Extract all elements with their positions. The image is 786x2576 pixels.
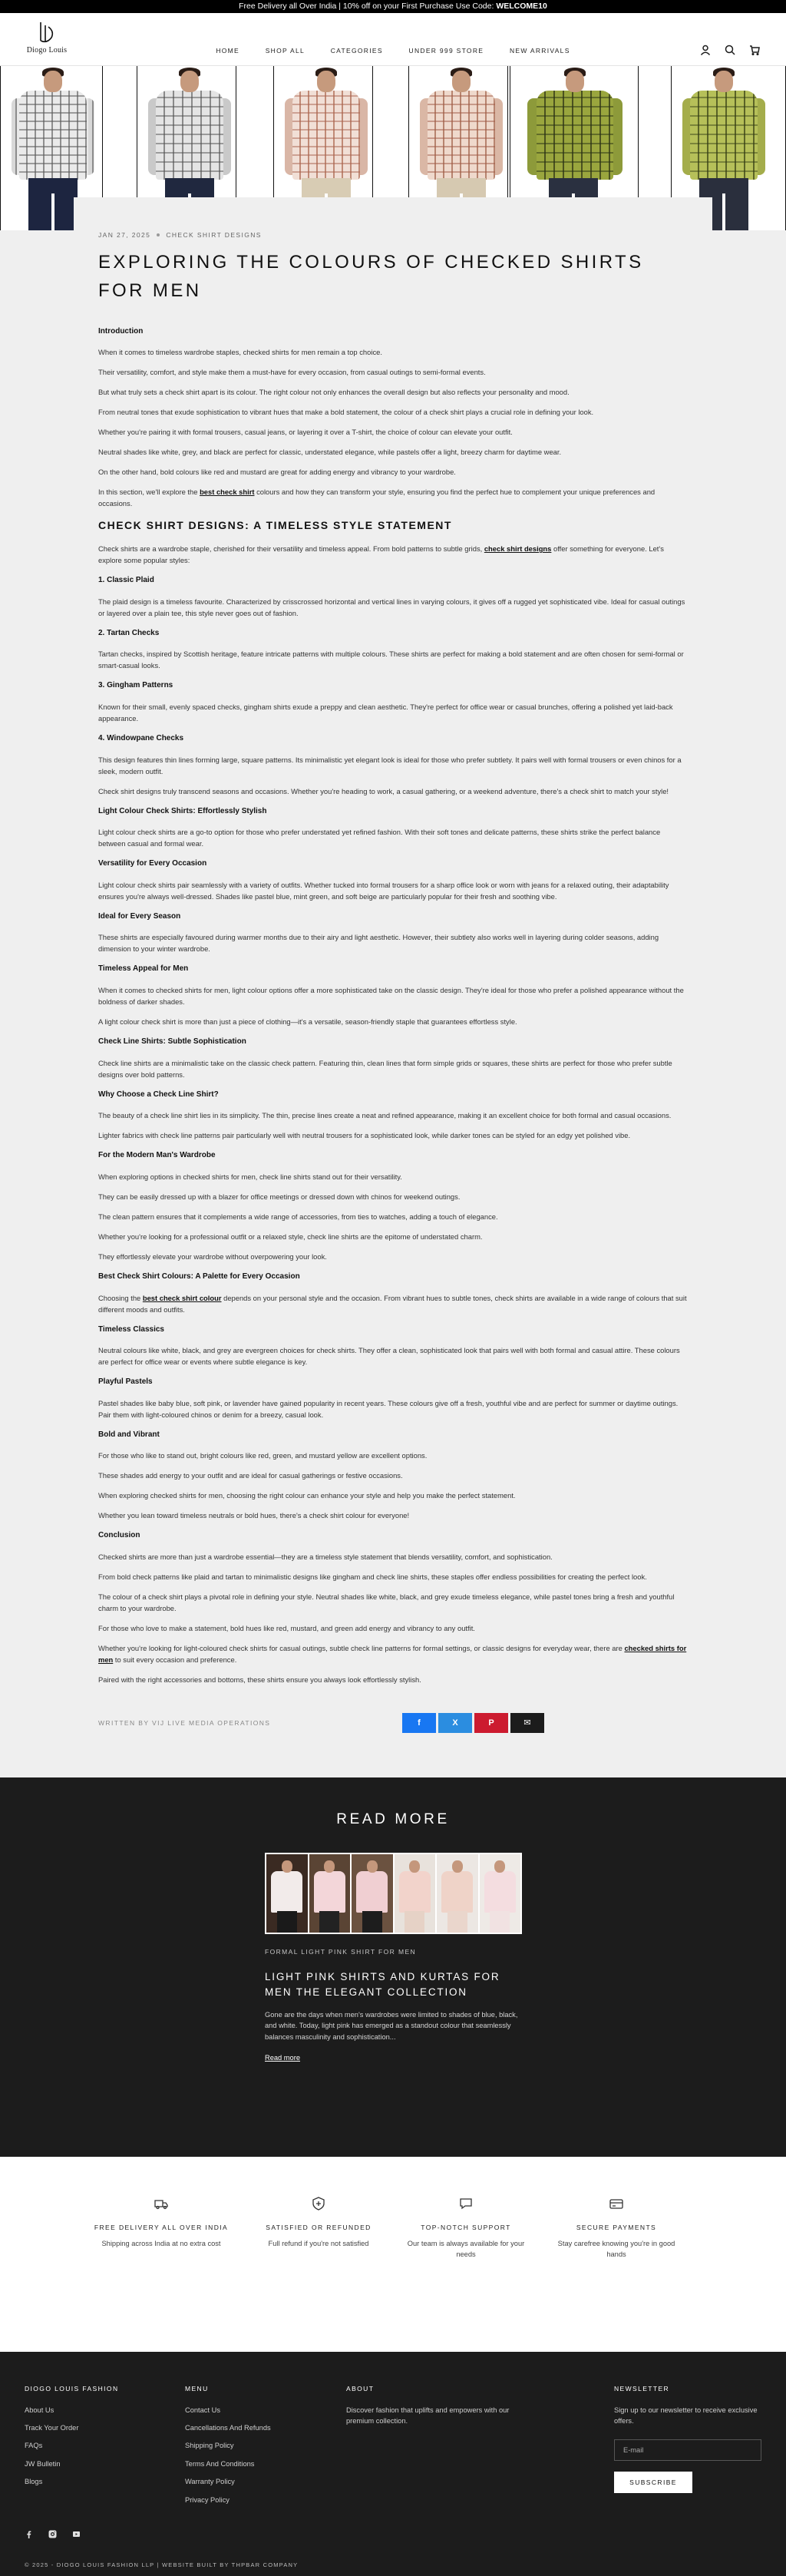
facebook-share-icon[interactable]: f [402,1713,436,1733]
read-more-excerpt: Gone are the days when men's wardrobes were limited to shades of blue, black, and white. Today, light pink has emerged as a standout colour that seamlessly balances masculinity and sophistication... [265,2011,518,2041]
heading-check-shirt-designs: CHECK SHIRT DESIGNS: A TIMELESS STYLE STATEMENT [98,519,452,532]
nav-shop-all[interactable]: SHOP ALL [265,47,305,55]
announcement-text: Free Delivery all Over India | 10% off on your First Purchase Use Code: [239,2,497,11]
nav-categories[interactable]: CATEGORIES [330,47,383,55]
paragraph: But what truly sets a check shirt apart is its colour. The right colour not only enhances the overall design but also reflects your personality and mood. [98,388,570,397]
paragraph: In this section, we'll explore the best check shirt colours and how they can transform your style, ensuring you find the perfect hue to complement your unique preferences and occasions. [98,488,656,508]
paragraph: Pastel shades like baby blue, soft pink, or lavender have gained popularity in recent years. These colours give off a fresh, youthful vibe and are perfect for summer or daytime outings. Pair them with light-coloured chinos or denim for a breezy, casual look. [98,1398,679,1419]
paragraph: Known for their small, evenly spaced checks, gingham shirts exude a preppy and clean aesthetic. They're perfect for office wear or casual brunches, offering a polished yet laid-back appearance. [98,702,673,723]
paragraph: When exploring options in checked shirts for men, check line shirts stand out for their versatility. [98,1172,402,1181]
heading-every-season: Ideal for Every Season [98,911,181,921]
footer-link-about[interactable]: About Us [25,2406,54,2414]
features-section [0,2157,786,2352]
article [74,197,712,1733]
read-more-title[interactable]: LIGHT PINK SHIRTS AND KURTAS FOR MEN THE ELEGANT COLLECTION [265,1970,500,1998]
paragraph: Light colour check shirts are a go-to option for those who prefer understated yet refined fashion. With their soft tones and delicate patterns, these shirts strike the perfect balance between casual and formal wear. [98,828,661,848]
cart-icon[interactable] [749,45,760,55]
article-body [98,326,688,1686]
footer-link-cancellations[interactable]: Cancellations And Refunds [185,2423,271,2432]
share-row [98,1713,688,1733]
paragraph: Paired with the right accessories and bottoms, these shirts ensure you always look effortlessly stylish. [98,1675,421,1685]
footer-col-newsletter: NEWSLETTER Sign up to our newsletter to receive exclusive offers. E-mail SUBSCRIBE [614,2384,761,2493]
pinterest-share-icon[interactable]: P [474,1713,508,1733]
brand-name: Diogo Louis [26,46,68,55]
heading-timeless-appeal: Timeless Appeal for Men [98,964,189,974]
feature-support: TOP-NOTCH SUPPORT Our team is always available for your needs [385,2197,547,2260]
email-share-icon[interactable]: ✉ [510,1713,544,1733]
paragraph: The colour of a check shirt plays a pivotal role in defining your style. Neutral shades like white, black, and grey exude timeless elegance, while pastel tones bring a fresh and youthful charm to your wardrobe. [98,1592,675,1613]
card-icon [609,2197,623,2211]
feature-free-delivery: FREE DELIVERY ALL OVER INDIA Shipping across India at no extra cost [81,2197,242,2250]
heading-versatility: Versatility for Every Occasion [98,859,207,868]
paragraph: Neutral shades like white, grey, and black are perfect for classic, understated elegance, while pastels offer a light, breezy charm for daytime wear. [98,448,562,457]
paragraph: These shirts are especially favoured during warmer months due to their airy and light aesthetic. However, their subtlety also works well in layering during colder seasons, adding dimension to your winter wardrobe. [98,933,659,954]
paragraph: These shades add energy to your outfit and are ideal for casual gatherings or festive occasions. [98,1471,403,1480]
paragraph: A light colour check shirt is more than just a piece of clothing—it's a versatile, season-friendly staple that guarantees effortless style. [98,1017,517,1027]
paragraph: Light colour check shirts pair seamlessly with a variety of outfits. Whether tucked into formal trousers for a sharp office look or worn with jeans for a relaxed outing, their adaptability ensures you're always well-dressed. Shades like pastel blue, mint green, and soft beige are particularly popular for their fresh and soothing vibe. [98,880,669,901]
chat-icon [459,2197,473,2211]
heading-timeless-classics: Timeless Classics [98,1324,164,1334]
paragraph: Lighter fabrics with check line patterns pair particularly well with neutral trousers for a sophisticated look, while darker tones can be styled for an edgy yet polished vibe. [98,1131,631,1140]
paragraph: Check line shirts are a minimalistic take on the classic check pattern. Featuring thin, clean lines that form simple grids or squares, these shirts are perfect for those who prefer subtle designs over bold patterns. [98,1058,672,1079]
article-date: JAN 27, 2025 [98,231,151,239]
footer-link-track-order[interactable]: Track Your Order [25,2423,79,2432]
main-nav [0,46,786,56]
paragraph: Their versatility, comfort, and style make them a must-have for every occasion, from casual outings to semi-formal events. [98,368,486,377]
link-check-shirt-designs[interactable]: check shirt designs [484,544,552,554]
shield-icon [312,2197,325,2211]
article-meta [98,230,688,240]
heading-classic-plaid: 1. Classic Plaid [98,576,154,585]
paragraph: This design features thin lines forming large, square patterns. Its minimalistic yet elegant look is ideal for those who prefer subtlety. It pairs well with formal trousers or even chinos for a sleek, modern outfit. [98,755,682,775]
social-links [25,2530,81,2538]
heading-why-choose: Why Choose a Check Line Shirt? [98,1090,219,1099]
feature-secure-payments: SECURE PAYMENTS Stay carefree knowing you're in good hands [536,2197,697,2260]
heading-tartan-checks: 2. Tartan Checks [98,628,160,637]
copyright: © 2025 - DIOGO LOUIS FASHION LLP | WEBSITE BUILT BY THPBAR COMPANY [25,2561,299,2569]
link-best-check-shirt[interactable]: best check shirt [200,488,255,497]
footer-link-privacy[interactable]: Privacy Policy [185,2495,230,2504]
footer-col-about: ABOUT Discover fashion that uplifts and empowers with our premium collection. [346,2384,515,2427]
paragraph: They can be easily dressed up with a blazer for office meetings or dressed down with chinos for weekend outings. [98,1192,461,1201]
footer-link-contact[interactable]: Contact Us [185,2406,220,2414]
article-title: EXPLORING THE COLOURS OF CHECKED SHIRTS FOR MEN [98,252,644,302]
paragraph: Choosing the best check shirt colour depends on your personal style and the occasion. From vibrant hues to subtle tones, check shirts are available in a wide range of colours that suit different moods and outfits. [98,1293,687,1314]
email-input[interactable]: E-mail [614,2439,761,2461]
facebook-icon[interactable] [25,2530,33,2538]
site-header [0,13,786,66]
announcement-bar [0,0,786,13]
paragraph: Whether you're looking for light-coloured check shirts for casual outings, subtle check line patterns for formal settings, or classic designs for everyday wear, there are checked shirts for men to suit every occasion and preference. [98,1644,687,1665]
link-best-check-shirt-colour[interactable]: best check shirt colour [142,1293,222,1302]
read-more-image[interactable] [265,1853,522,1934]
paragraph: From neutral tones that exude sophistication to vibrant hues that make a bold statement, the colour of a check shirt plays a crucial role in defining your look. [98,408,594,417]
header-icons [700,45,760,55]
heading-playful-pastels: Playful Pastels [98,1377,153,1387]
paragraph: Tartan checks, inspired by Scottish heritage, feature intricate patterns with multiple colours. These shirts are perfect for making a bold statement and are often chosen for semi-formal or smart-casual looks. [98,650,684,670]
feature-refund: SATISFIED OR REFUNDED Full refund if you're not satisfied [238,2197,399,2250]
paragraph: When exploring checked shirts for men, choosing the right colour can enhance your style and help you make the perfect statement. [98,1491,516,1500]
footer-link-shipping[interactable]: Shipping Policy [185,2442,234,2450]
paragraph: Whether you're looking for a professional outfit or a relaxed style, check line shirts are the epitome of understated charm. [98,1232,483,1241]
heading-bold-vibrant: Bold and Vibrant [98,1430,160,1439]
x-share-icon[interactable]: X [438,1713,472,1733]
paragraph: For those who like to stand out, bright colours like red, green, and mustard yellow are excellent options. [98,1451,428,1460]
paragraph: They effortlessly elevate your wardrobe without overpowering your look. [98,1252,327,1261]
user-icon[interactable] [700,45,711,55]
heading-modern-man: For the Modern Man's Wardrobe [98,1151,216,1160]
read-more-category[interactable]: FORMAL LIGHT PINK SHIRT FOR MEN [265,1948,417,1956]
heading-gingham-patterns: 3. Gingham Patterns [98,681,173,690]
footer-col-brand: DIOGO LOUIS FASHION About Us Track Your Order FAQs JW Bulletin Blogs [25,2384,118,2494]
paragraph: Neutral colours like white, black, and grey are evergreen choices for check shirts. They offer a clean, sophisticated look that pairs well with both formal and casual attire. These colours are perfect for office wear or events where subtle elegance is key. [98,1346,680,1367]
heading-check-line: Check Line Shirts: Subtle Sophistication [98,1037,246,1047]
paragraph: From bold check patterns like plaid and tartan to minimalistic designs like gingham and check line shirts, these staples offer endless possibilities for creating the perfect look. [98,1572,647,1582]
read-more-card[interactable] [265,1853,522,2064]
truck-icon [154,2197,168,2211]
promo-code: WELCOME10 [496,2,547,11]
nav-new-arrivals[interactable]: NEW ARRIVALS [509,47,570,55]
heading-light-colour: Light Colour Check Shirts: Effortlessly Stylish [98,806,267,815]
search-icon[interactable] [725,45,735,55]
paragraph: Checked shirts are more than just a wardrobe essential—they are a timeless style statement that blends versatility, comfort, and sophistication. [98,1552,553,1561]
newsletter-text: Sign up to our newsletter to receive exclusive offers. [614,2406,758,2426]
footer-link-warranty[interactable]: Warranty Policy [185,2478,235,2486]
heading-conclusion: Conclusion [98,1531,140,1540]
instagram-icon[interactable] [48,2530,57,2538]
nav-home[interactable]: HOME [216,47,240,55]
paragraph: Whether you're pairing it with formal trousers, casual jeans, or layering it over a T-shirt, the choice of colour can elevate your outfit. [98,428,513,437]
paragraph: The plaid design is a timeless favourite. Characterized by crisscrossed horizontal and vertical lines in varying colours, it gives off a rugged yet sophisticated vibe. Ideal for casual outings or layered over a plain tee, this style never goes out of fashion. [98,597,685,617]
share-buttons [402,1713,547,1733]
paragraph: Check shirt designs truly transcend seasons and occasions. Whether you're heading to work, a casual gathering, or a weekend adventure, there's a check shirt to match your style! [98,786,669,795]
paragraph: On the other hand, bold colours like red and mustard are great for adding energy and vibrancy to your wardrobe. [98,468,456,477]
paragraph: Check shirts are a wardrobe staple, cherished for their versatility and timeless appeal. From bold patterns to subtle grids, check shirt designs offer something for everyone. Let's explore some popular styles: [98,544,664,565]
written-by: WRITTEN BY VIJ LIVE MEDIA OPERATIONS [98,1718,271,1727]
nav-under-999-store[interactable]: UNDER 999 STORE [408,47,484,55]
read-more-link[interactable]: Read more [265,2054,300,2062]
link-checked-shirts-for-men[interactable]: checked shirts for men [98,1644,687,1665]
paragraph: The clean pattern ensures that it complements a wide range of accessories, from ties to watches, adding a touch of elegance. [98,1212,498,1221]
heading-introduction: Introduction [98,326,144,336]
heading-best-colours: Best Check Shirt Colours: A Palette for Every Occasion [98,1272,300,1281]
footer-link-jw-bulletin[interactable]: JW Bulletin [25,2459,61,2468]
article-section [0,197,786,1777]
footer-about-text: Discover fashion that uplifts and empowers with our premium collection. [346,2406,510,2426]
footer-link-terms[interactable]: Terms And Conditions [185,2459,255,2468]
article-category[interactable]: CHECK SHIRT DESIGNS [166,231,262,239]
paragraph: Whether you lean toward timeless neutrals or bold hues, there's a check shirt colour for everyone! [98,1511,410,1520]
logo-icon [36,21,58,45]
paragraph: For those who love to make a statement, bold hues like red, mustard, and green add energy and vibrancy to any outfit. [98,1624,475,1633]
footer-link-faqs[interactable]: FAQs [25,2442,43,2450]
site-footer [0,2352,786,2576]
paragraph: When it comes to timeless wardrobe staples, checked shirts for men remain a top choice. [98,348,382,357]
paragraph: The beauty of a check line shirt lies in its simplicity. The thin, precise lines create a neat and refined appearance, making it an excellent choice for both formal and casual occasions. [98,1111,672,1120]
heading-windowpane-checks: 4. Windowpane Checks [98,734,184,743]
paragraph: When it comes to checked shirts for men, light colour options offer a more sophisticated take on the classic design. They're ideal for those who prefer a polished appearance without the boldness of darker shades. [98,985,684,1006]
subscribe-button[interactable]: SUBSCRIBE [614,2472,692,2493]
read-more-section [0,1777,786,2157]
read-more-heading: READ MORE [336,1811,450,1828]
footer-link-blogs[interactable]: Blogs [25,2478,43,2486]
footer-col-menu: MENU Contact Us Cancellations And Refunds Shipping Policy Terms And Conditions Warranty Policy Privacy Policy [185,2384,271,2512]
youtube-icon[interactable] [72,2530,81,2538]
